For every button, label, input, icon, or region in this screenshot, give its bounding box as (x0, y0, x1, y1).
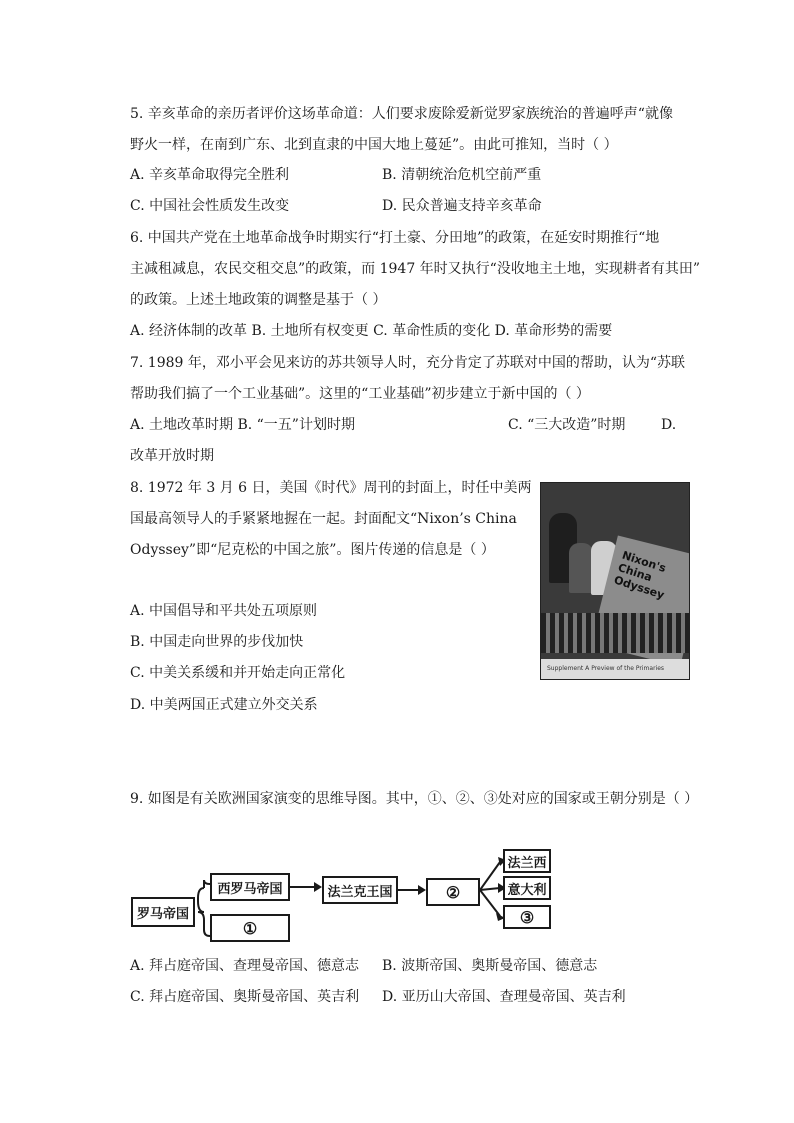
q7-option-c: C. “三大改造”时期 (508, 417, 626, 433)
q6-stem-line2: 主减租减息，农民交租交息”的政策，而 1947 年时又执行“没收地主土地，实现耕者有其田” (130, 261, 700, 277)
q5-stem-line1: 5. 辛亥革命的亲历者评价这场革命道：人们要求废除爱新觉罗家族统治的普遍呼声“就像 (130, 106, 673, 122)
node-blank-3: ③ (503, 905, 551, 929)
q5-option-c: C. 中国社会性质发生改变 (130, 198, 290, 214)
q5-stem-line2: 野火一样，在南到广东、北到直隶的中国大地上蔓延”。由此可推知，当时（ ） (130, 137, 618, 153)
node-western-roman-empire: 西罗马帝国 (210, 873, 290, 901)
node-italy: 意大利 (503, 876, 551, 900)
q8-stem-line2: 国最高领导人的手紧紧地握在一起。封面配文“Nixon’s China (130, 511, 517, 527)
q8-option-b: B. 中国走向世界的步伐加快 (130, 634, 304, 650)
q8-option-c: C. 中美关系缓和并开始走向正常化 (130, 665, 346, 681)
q6-options: A. 经济体制的改革 B. 土地所有权变更 C. 革命性质的变化 D. 革命形势的需要 (130, 323, 613, 339)
node-blank-1: ① (210, 914, 290, 942)
q8-option-d: D. 中美两国正式建立外交关系 (130, 697, 318, 713)
q9-option-d: D. 亚历山大帝国、查理曼帝国、英吉利 (382, 989, 626, 1005)
q8-option-a: A. 中国倡导和平共处五项原则 (130, 603, 318, 619)
q7-option-d: D. (661, 417, 677, 433)
q9-option-b: B. 波斯帝国、奥斯曼帝国、德意志 (382, 958, 598, 974)
node-roman-empire: 罗马帝国 (131, 897, 195, 927)
q8-stem-line1: 8. 1972 年 3 月 6 日，美国《时代》周刊的封面上，时任中美两 (130, 480, 532, 496)
q7-stem-line1: 7. 1989 年，邓小平会见来访的苏共领导人时，充分肯定了苏联对中国的帮助，认为“苏联 (130, 355, 686, 371)
q9-option-a: A. 拜占庭帝国、查理曼帝国、德意志 (130, 958, 360, 974)
q7-stem-line2: 帮助我们搞了一个工业基础”。这里的“工业基础”初步建立于新中国的（ ） (130, 386, 590, 402)
q7-options-ab: A. 土地改革时期 B. “一五”计划时期 (130, 417, 355, 433)
q5-option-b: B. 清朝统治危机空前严重 (382, 167, 542, 183)
q6-stem-line3: 的政策。上述土地政策的调整是基于（ ） (130, 292, 387, 308)
q7-option-d-text: 改革开放时期 (130, 448, 214, 464)
cover-caption: Supplement A Preview of the Primaries (541, 659, 689, 679)
q8-stem-line3: Odyssey”即“尼克松的中国之旅”。图片传递的信息是（ ） (130, 542, 495, 558)
node-blank-2: ② (426, 878, 480, 906)
q5-option-a: A. 辛亥革命取得完全胜利 (130, 167, 290, 183)
node-france: 法兰西 (503, 849, 551, 873)
node-frankish-kingdom: 法兰克王国 (322, 876, 398, 904)
q9-option-c: C. 拜占庭帝国、奥斯曼帝国、英吉利 (130, 989, 360, 1005)
q5-option-d: D. 民众普遍支持辛亥革命 (382, 198, 542, 214)
q9-stem: 9. 如图是有关欧洲国家演变的思维导图。其中，①、②、③处对应的国家或王朝分别是（ ） (130, 791, 699, 807)
q6-stem-line1: 6. 中国共产党在土地革命战争时期实行“打土豪、分田地”的政策，在延安时期推行“地 (130, 230, 660, 246)
cover-banner-text: Nixon's China Odyssey (612, 548, 668, 602)
